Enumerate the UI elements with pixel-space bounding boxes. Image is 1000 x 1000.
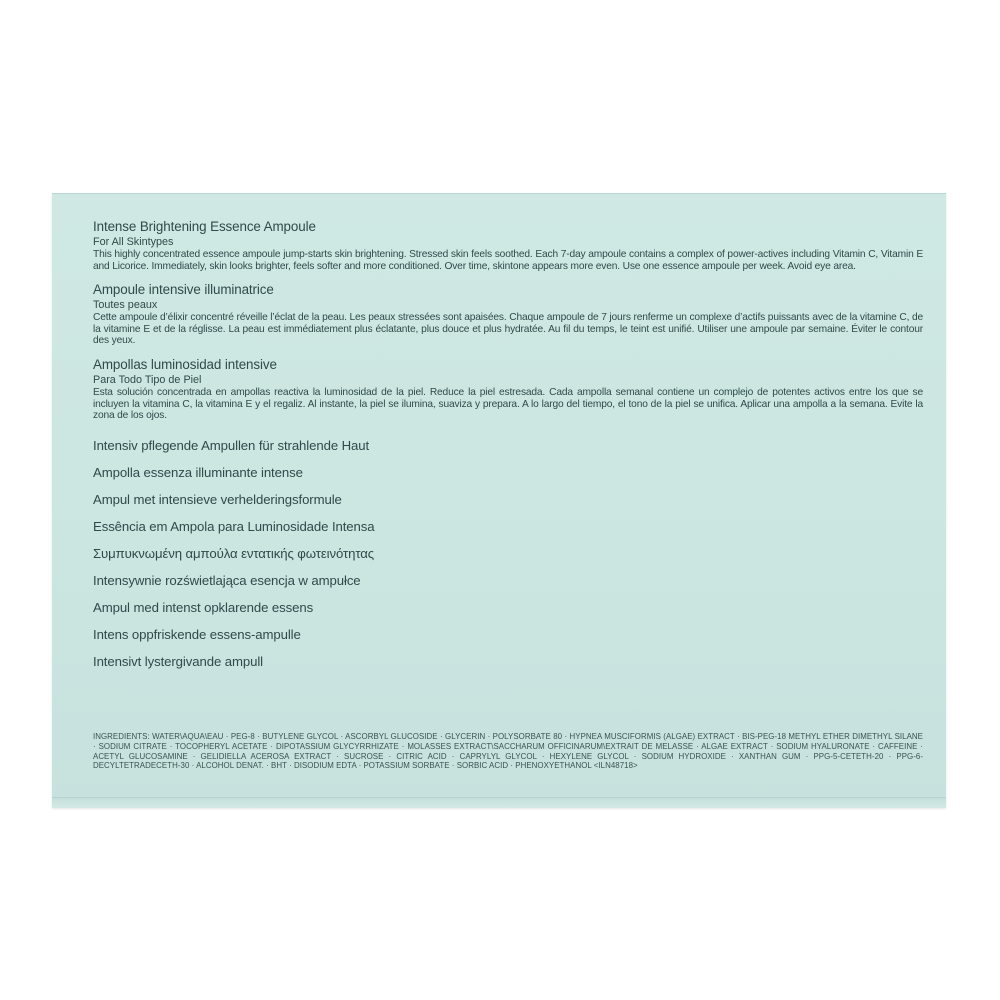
french-subtitle: Toutes peaux: [93, 299, 158, 312]
french-description: Cette ampoule d’élixir concentré réveille l’éclat de la peau. Les peaux stressées sont apaisées. Chaque ampoule de 7 jours renferme un complexe d’actifs puissants avec de la vitamine C, de la vitamine E et de la réglisse. La peau est immédiatement plus éclatante, plus douce et plus hydratée. Au fil du temps, le teint est unifié. Utiliser une ampoule par semaine. Éviter le contour des yeux.: [93, 312, 923, 347]
norwegian-title: Intens oppfriskende essens-ampulle: [93, 626, 301, 642]
english-section: [93, 219, 923, 272]
german-title: Intensiv pflegende Ampullen für strahlende Haut: [93, 437, 370, 453]
spanish-section: [93, 357, 923, 422]
greek-title: Συμπυκνωμένη αμπούλα εντατικής φωτεινότητας: [93, 545, 375, 561]
danish-title: Ampul med intenst opklarende essens: [93, 599, 314, 615]
french-title: Ampoule intensive illuminatrice: [93, 282, 274, 298]
box-bottom-edge: [52, 797, 946, 808]
italian-title: Ampolla essenza illuminante intense: [93, 464, 303, 480]
english-description: This highly concentrated essence ampoule jump-starts skin brightening. Stressed skin feels soothed. Each 7-day ampoule contains a complex of power-actives including Vitamin C, Vitamin E and Licorice. Immediately, skin looks brighter, feels softer and more conditioned. Over time, skintone appears more even. Use one essence ampoule per week. Avoid eye area.: [93, 249, 923, 272]
spanish-subtitle: Para Todo Tipo de Piel: [93, 373, 202, 386]
french-section: [93, 282, 923, 347]
label-text-area: [93, 219, 923, 675]
product-box-back-panel: [52, 193, 946, 808]
other-language-titles: [93, 432, 923, 675]
spanish-description: Esta solución concentrada en ampollas reactiva la luminosidad de la piel. Reduce la piel estresada. Cada ampolla semanal contiene un complejo de potentes activos entre los que se incluyen la vitamina C, la vitamina E y el regaliz. Al instante, la piel se ilumina, suaviza y prepara. A lo largo del tiempo, el tono de la piel se unifica. Aplicar una ampolla a la semana. Evite la zona de los ojos.: [93, 386, 923, 422]
dutch-title: Ampul met intensieve verhelderingsformule: [93, 491, 342, 507]
english-title: Intense Brightening Essence Ampoule: [93, 219, 316, 234]
ingredients-list: INGREDIENTS: WATER\AQUA\EAU · PEG-8 · BUTYLENE GLYCOL · ASCORBYL GLUCOSIDE · GLYCERIN · POLYSORBATE 80 · HYPNEA MUSCIFORMIS (ALGAE) EXTRACT · BIS-PEG-18 METHYL ETHER DIMETHYL SILANE · SODIUM CITRATE · TOCOPHERYL ACETATE · DIPOTASSIUM GLYCYRRHIZATE · MOLASSES EXTRACT\SACCHARUM OFFICINARUM\EXTRAIT DE MELASSE · ALGAE EXTRACT · SODIUM HYALURONATE · CAFFEINE · ACETYL GLUCOSAMINE · GELIDIELLA ACEROSA EXTRACT · SUCROSE · CITRIC ACID · CAPRYLYL GLYCOL · HEXYLENE GLYCOL · SODIUM HYDROXIDE · XANTHAN GUM · PPG-5-CETETH-20 · PPG-6-DECYLTETRADECETH-30 · ALCOHOL DENAT. · BHT · DISODIUM EDTA · POTASSIUM SORBATE · SORBIC ACID · PHENOXYETHANOL <ILN48718>: [93, 732, 923, 771]
spanish-title: Ampollas luminosidad intensive: [93, 356, 277, 372]
portuguese-title: Essência em Ampola para Luminosidade Intensa: [93, 518, 375, 534]
english-subtitle: For All Skintypes: [93, 236, 174, 248]
swedish-title: Intensivt lystergivande ampull: [93, 653, 263, 669]
polish-title: Intensywnie rozświetlająca esencja w ampułce: [93, 572, 361, 588]
